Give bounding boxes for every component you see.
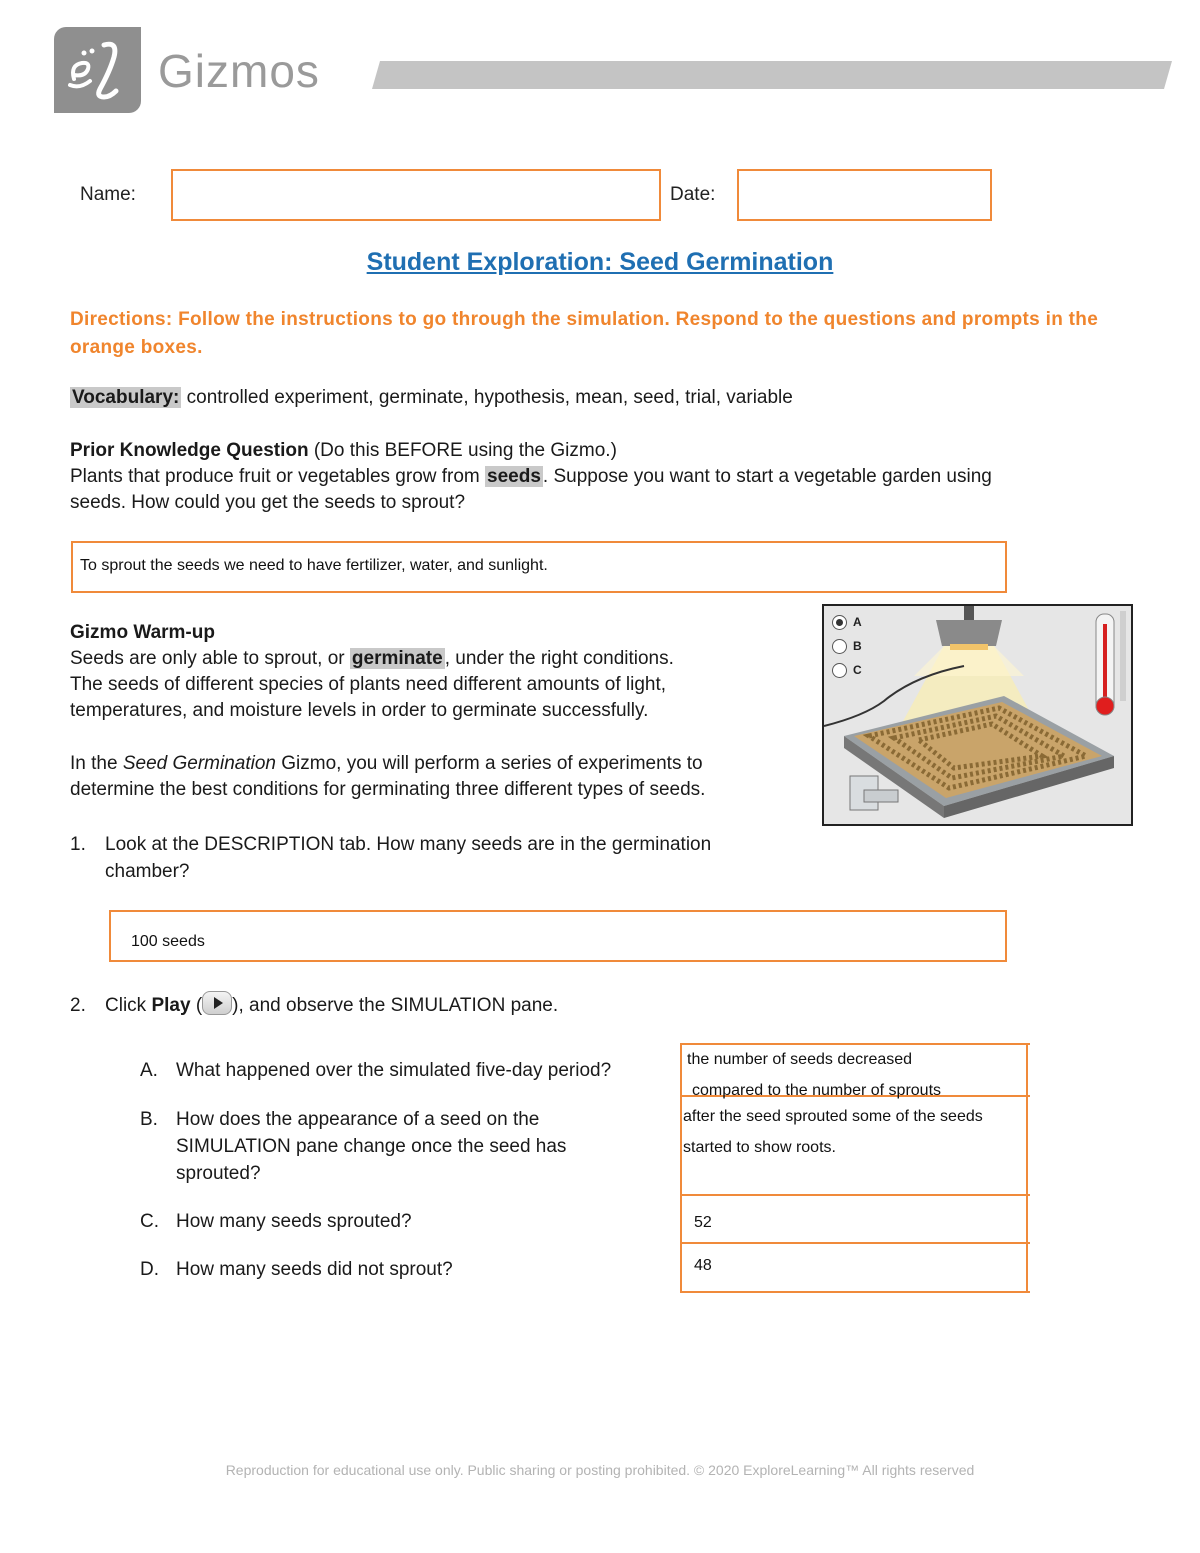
warmup-heading: Gizmo Warm-up [70,622,215,643]
prior-knowledge-heading: Prior Knowledge Question [70,440,309,461]
radio-icon[interactable] [832,663,847,678]
play-label: Play [151,995,191,1016]
warmup-text: In the [70,753,123,774]
date-field[interactable] [737,169,992,221]
part-letter: A. [140,1060,158,1081]
germination-chamber-illustration [824,606,1131,824]
directions-text: Directions: Follow the instructions to go through the simulation. Respond to the questions and prompts in the orange boxes. [70,309,1099,358]
radio-label-a: A [853,615,862,629]
explorelearning-logo [54,27,141,113]
radio-label-c: C [853,663,862,677]
radio-group [832,610,862,682]
date-label: Date: [670,184,716,205]
warmup-section [70,620,810,803]
vocabulary-label: Vocabulary: [72,387,180,408]
question-1-answer-box[interactable] [109,910,1007,962]
part-text: SIMULATION pane change once the seed has [176,1136,567,1157]
question-2-answer-grid[interactable] [680,1043,1030,1295]
answer-2b[interactable] [683,1101,983,1163]
name-field[interactable] [171,169,661,221]
answer-2a[interactable] [687,1044,941,1106]
question-number: 2. [70,995,86,1016]
copyright-footer: Reproduction for educational use only. Public sharing or posting prohibited. © 2020 ExploreLearning™ All rights reserved [225,1462,975,1478]
logo-el-icon [54,27,141,113]
question-text-part: ), and observe the SIMULATION pane. [232,995,559,1016]
prior-knowledge-section [70,438,1130,516]
warmup-text: , under the right conditions. [444,648,674,669]
header-bar [372,61,1172,89]
question-text: chamber? [105,861,190,882]
warmup-text: Seeds are only able to sprout, or [70,648,350,669]
question-1 [70,831,830,891]
answer-line: after the seed sprouted some of the seeds [683,1108,983,1125]
warmup-text: Gizmo, you will perform a series of experiments to [275,753,703,774]
answer-line: compared to the number of sprouts [692,1082,942,1099]
gizmos-brand: Gizmos [158,45,320,97]
prior-knowledge-answer-box[interactable] [71,541,1007,593]
gizmo-name: Seed Germination [122,753,276,774]
radio-label-b: B [853,639,862,653]
answer-line: started to show roots. [683,1139,836,1156]
simulation-screenshot [822,604,1133,826]
part-letter: D. [140,1259,159,1280]
question-text [105,992,558,1019]
part-text: How many seeds sprouted? [176,1211,412,1232]
part-text: How does the appearance of a seed on the [176,1109,540,1130]
question-text-part: ( [190,995,203,1016]
keyword-seeds: seeds [487,466,541,487]
question-1-answer: 100 seeds [131,933,205,950]
warmup-text: determine the best conditions for germinating three different types of seeds. [70,779,706,800]
keyword-germinate: germinate [351,648,443,669]
answer-2c[interactable]: 52 [694,1214,712,1231]
part-text: sprouted? [176,1163,261,1184]
prior-knowledge-text: Plants that produce fruit or vegetables grow from [70,466,486,487]
radio-icon[interactable] [832,639,847,654]
name-label: Name: [80,184,136,205]
warmup-text: temperatures, and moisture levels in order to germinate successfully. [70,700,649,721]
play-button-icon [202,991,232,1015]
part-letter: B. [140,1109,158,1130]
prior-knowledge-question: seeds. How could you get the seeds to sprout? [70,492,466,513]
prior-knowledge-note: (Do this BEFORE using the Gizmo.) [308,440,617,461]
vocabulary-terms: controlled experiment, germinate, hypothesis, mean, seed, trial, variable [181,387,793,408]
question-text-part: Click [105,995,152,1016]
radio-option-a[interactable] [832,610,862,634]
radio-option-b[interactable] [832,634,862,658]
page-title: Student Exploration: Seed Germination [366,248,834,276]
part-text: What happened over the simulated five-day period? [176,1060,612,1081]
answer-line: the number of seeds decreased [687,1051,913,1068]
answer-2d[interactable]: 48 [694,1257,712,1274]
question-2 [70,992,770,1022]
question-text: Look at the DESCRIPTION tab. How many seeds are in the germination [105,834,712,855]
radio-selected-icon[interactable] [832,615,847,630]
part-letter: C. [140,1211,159,1232]
prior-knowledge-answer: To sprout the seeds we need to have fertilizer, water, and sunlight. [80,557,548,574]
part-text: How many seeds did not sprout? [176,1259,453,1280]
question-number: 1. [70,834,86,855]
warmup-text: The seeds of different species of plants need different amounts of light, [70,674,667,695]
radio-option-c[interactable] [832,658,862,682]
prior-knowledge-text: . Suppose you want to start a vegetable garden using [542,466,992,487]
vocabulary-line [70,385,793,411]
